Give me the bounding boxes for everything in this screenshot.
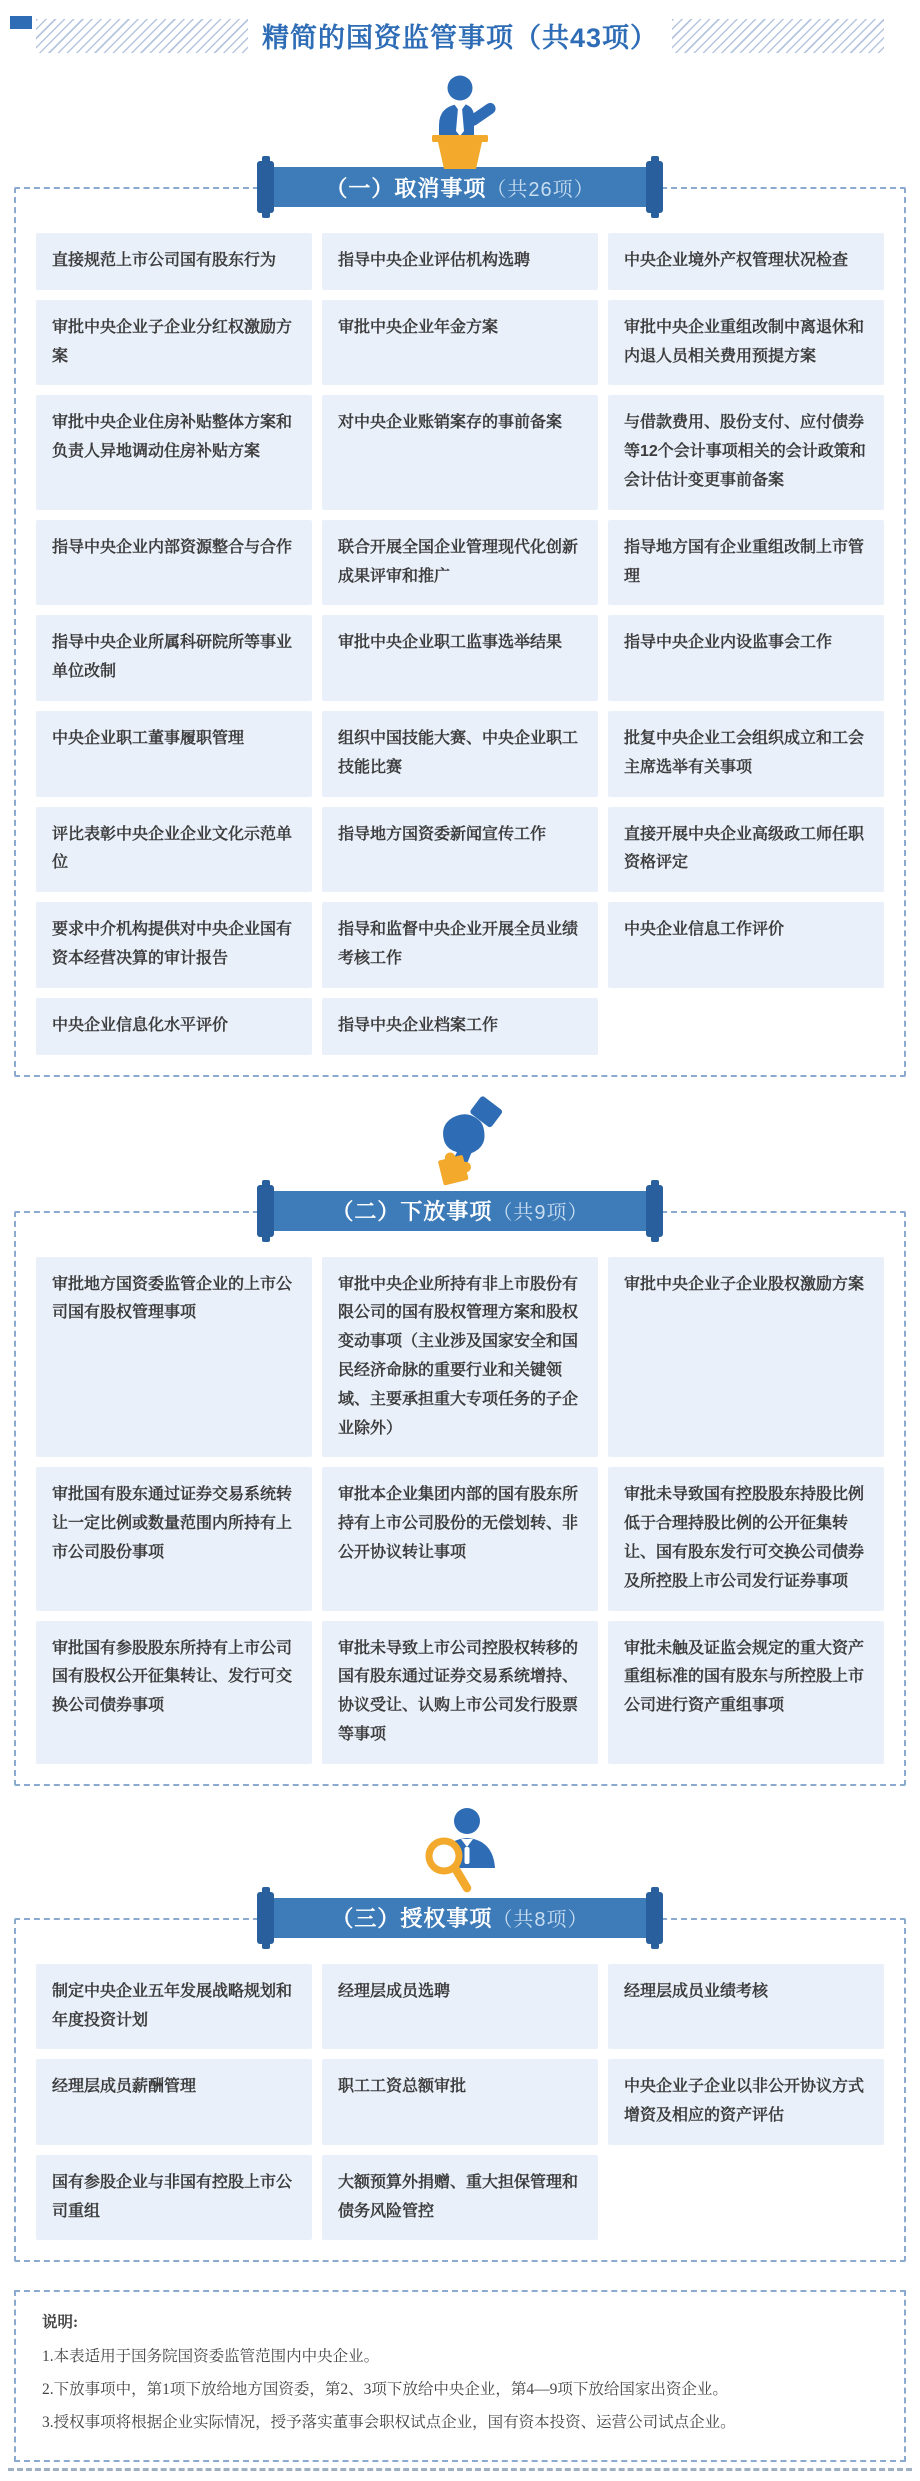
grid-item: 指导中央企业档案工作 [322, 998, 598, 1055]
grid-item: 中央企业职工董事履职管理 [36, 711, 312, 797]
grid-item: 中央企业境外产权管理状况检查 [608, 233, 884, 290]
grid-item: 审批中央企业重组改制中离退休和内退人员相关费用预提方案 [608, 300, 884, 386]
grid-item: 指导地方国资委新闻宣传工作 [322, 807, 598, 893]
grid-item: 审批中央企业子企业分红权激励方案 [36, 300, 312, 386]
note-line: 2.下放事项中，第1项下放给地方国资委，第2、3项下放给中央企业，第4—9项下放给国家出资企业。 [42, 2381, 728, 2399]
items-box-delegate [14, 1211, 906, 1786]
grid-item: 指导中央企业评估机构选聘 [322, 233, 598, 290]
grid-item: 职工工资总额审批 [322, 2059, 598, 2145]
grid-item: 审批本企业集团内部的国有股东所持有上市公司股份的无偿划转、非公开协议转让事项 [322, 1467, 598, 1610]
items-grid-delegate [36, 1257, 884, 1764]
grid-item: 经理层成员选聘 [322, 1964, 598, 2050]
banner-row [0, 1191, 920, 1231]
banner-count: （共26项） [486, 178, 595, 201]
section-banner [269, 1191, 651, 1231]
grid-item: 审批地方国资委监管企业的上市公司国有股权管理事项 [36, 1257, 312, 1458]
grid-item: 审批未触及证监会规定的重大资产重组标准的国有股东与所控股上市公司进行资产重组事项 [608, 1621, 884, 1764]
grid-item: 中央企业信息工作评价 [608, 902, 884, 988]
grid-item: 中央企业子企业以非公开协议方式增资及相应的资产评估 [608, 2059, 884, 2145]
speaker-podium-icon [0, 73, 920, 169]
grid-item: 审批中央企业年金方案 [322, 300, 598, 386]
section-banner [269, 1898, 651, 1938]
grid-item: 大额预算外捐赠、重大担保管理和债务风险管控 [322, 2155, 598, 2241]
banner-row [0, 1898, 920, 1938]
grid-item: 指导中央企业内设监事会工作 [608, 615, 884, 701]
grid-item: 审批国有参股股东所持有上市公司国有股权公开征集转让、发行可交换公司债券事项 [36, 1621, 312, 1764]
banner-title: （三）授权事项 [331, 1906, 493, 1932]
grid-item: 直接开展中央企业高级政工师任职资格评定 [608, 807, 884, 893]
notes-label: 说明: [42, 2314, 79, 2332]
page-title: 精简的国资监管事项（共43项） [261, 23, 659, 53]
grid-item: 审批中央企业子企业股权激励方案 [608, 1257, 884, 1458]
banner-count: （共8项） [492, 1909, 589, 1932]
grid-item: 经理层成员薪酬管理 [36, 2059, 312, 2145]
grid-item: 组织中国技能大赛、中央企业职工技能比赛 [322, 711, 598, 797]
items-box-authorize [14, 1918, 906, 2263]
banner-title: （一）取消事项 [325, 175, 487, 201]
grid-item: 指导和监督中央企业开展全员业绩考核工作 [322, 902, 598, 988]
note-line: 3.授权事项将根据企业实际情况，授予落实董事会职权试点企业，国有资本投资、运营公司试点企业。 [42, 2414, 736, 2432]
section-banner [269, 167, 651, 207]
note-line: 1.本表适用于国务院国资委监管范围内中央企业。 [42, 2347, 380, 2365]
grid-item: 审批中央企业所持有非上市股份有限公司的国有股权管理方案和股权变动事项（主业涉及国家安全和国民经济命脉的重要行业和关键领域、主要承担重大专项任务的子企业除外） [322, 1257, 598, 1458]
grid-item: 对中央企业账销案存的事前备案 [322, 395, 598, 509]
grid-item: 与借款费用、股份支付、应付债券等12个会计事项相关的会计政策和会计估计变更事前备案 [608, 395, 884, 509]
grid-item: 审批国有股东通过证券交易系统转让一定比例或数量范围内所持有上市公司股份事项 [36, 1467, 312, 1610]
items-grid-authorize [36, 1964, 884, 2241]
grid-item: 中央企业信息化水平评价 [36, 998, 312, 1055]
grid-item: 直接规范上市公司国有股东行为 [36, 233, 312, 290]
grid-item: 经理层成员业绩考核 [608, 1964, 884, 2050]
grid-item: 要求中介机构提供对中央企业国有资本经营决算的审计报告 [36, 902, 312, 988]
grid-item: 审批中央企业职工监事选举结果 [322, 615, 598, 701]
grid-item: 国有参股企业与非国有控股上市公司重组 [36, 2155, 312, 2241]
banner-row [0, 167, 920, 207]
hatch-stripe-left [36, 19, 248, 53]
banner-count: （共9项） [492, 1202, 589, 1225]
items-grid-cancel [36, 233, 884, 1055]
hatch-stripe-right [672, 19, 884, 53]
bottom-divider [8, 2468, 912, 2471]
section-authorize [0, 1804, 920, 2263]
banner-title: （二）下放事项 [331, 1199, 493, 1225]
grid-item: 联合开展全国企业管理现代化创新成果评审和推广 [322, 520, 598, 606]
corner-decoration [10, 16, 32, 29]
notes-box [14, 2290, 906, 2461]
grid-item: 评比表彰中央企业企业文化示范单位 [36, 807, 312, 893]
grid-item: 审批未导致国有控股股东持股比例低于合理持股比例的公开征集转让、国有股东发行可交换公司债券及所控股上市公司发行证券事项 [608, 1467, 884, 1610]
grid-item: 指导中央企业所属科研院所等事业单位改制 [36, 615, 312, 701]
magnifier-person-icon [0, 1804, 920, 1900]
section-delegate [0, 1095, 920, 1786]
page-header [36, 16, 884, 55]
grid-item: 制定中央企业五年发展战略规划和年度投资计划 [36, 1964, 312, 2050]
hand-puzzle-icon [0, 1095, 920, 1193]
grid-item: 审批未导致上市公司控股权转移的国有股东通过证券交易系统增持、协议受让、认购上市公司发行股票等事项 [322, 1621, 598, 1764]
section-cancel [0, 73, 920, 1077]
grid-item: 指导中央企业内部资源整合与合作 [36, 520, 312, 606]
grid-item: 指导地方国有企业重组改制上市管理 [608, 520, 884, 606]
notes-list [42, 2340, 878, 2440]
grid-item: 审批中央企业住房补贴整体方案和负责人异地调动住房补贴方案 [36, 395, 312, 509]
items-box-cancel [14, 187, 906, 1077]
grid-item: 批复中央企业工会组织成立和工会主席选举有关事项 [608, 711, 884, 797]
